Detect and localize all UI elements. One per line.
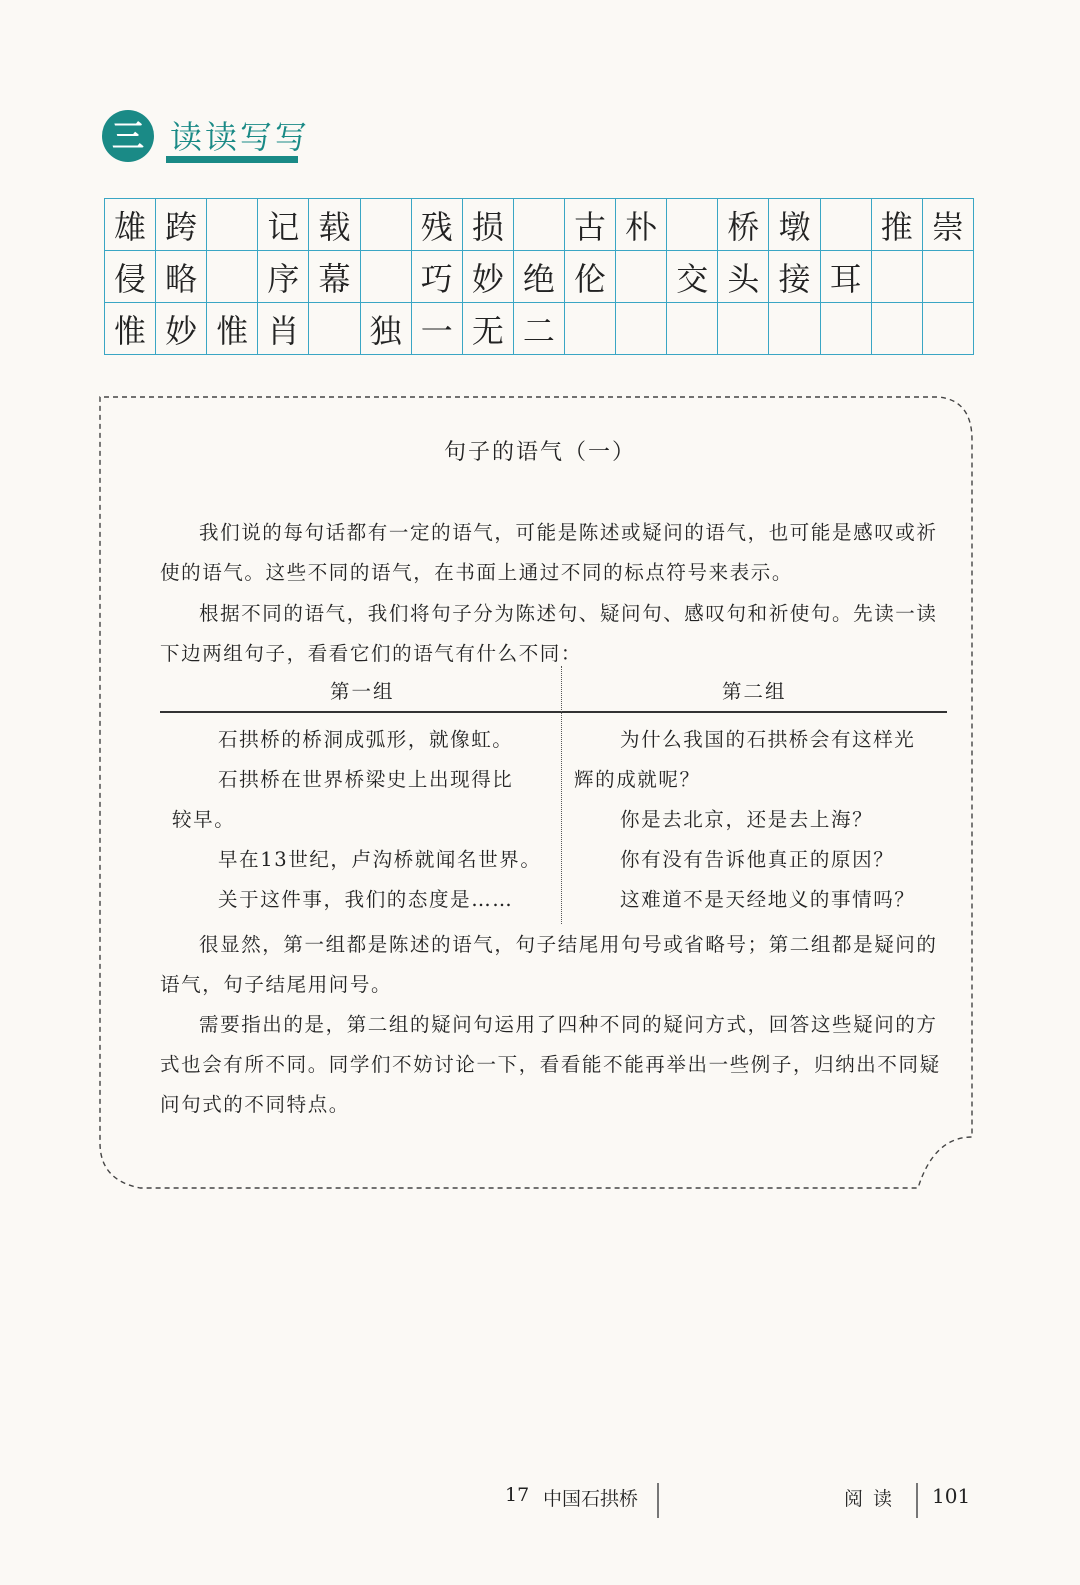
footer-separator [657,1483,659,1518]
footer-separator [916,1483,918,1518]
group1-label: 第一组 [330,680,395,703]
grid-cell: 耳 [820,251,871,303]
grid-cell: 幕 [309,251,360,303]
grid-cell: 略 [156,251,207,303]
section-number-badge: 三 [102,110,154,162]
sentence: 这难道不是天经地义的事情吗？ [620,888,916,911]
grid-cell: 记 [258,199,309,251]
box-paragraph-1: 我们说的每句话都有一定的语气，可能是陈述或疑问的语气，也可能是感叹或祈使的语气。这些不同的语气，在书面上通过不同的标点符号来表示。 [160,521,938,584]
grid-cell: 墩 [769,199,820,251]
box-title: 句子的语气（一） [443,440,636,465]
grid-cell: 桥 [718,199,769,251]
grid-cell: 伦 [564,251,615,303]
grid-cell: 绝 [513,251,564,303]
sentence: 你是去北京，还是去上海？ [620,808,874,831]
box-paragraph-4: 需要指出的是，第二组的疑问句运用了四种不同的疑问方式，回答这些疑问的方式也会有所不同。同学们不妨讨论一下，看看能不能再举出一些例子，归纳出不同疑问句式的不同特点。 [160,1013,941,1116]
sentence: 早在13世纪，卢沟桥就闻名世界。 [218,848,542,871]
sentence: 较早。 [172,808,236,831]
column-divider [561,666,562,924]
grid-cell: 巧 [411,251,462,303]
sentence: 辉的成就呢？ [574,768,701,791]
grid-cell: 妙 [156,303,207,355]
grid-cell: 序 [258,251,309,303]
sentence: 石拱桥在世界桥梁史上出现得比 [218,768,514,791]
grid-cell: 古 [564,199,615,251]
grid-cell: 侵 [105,251,156,303]
grid-cell: 推 [871,199,922,251]
lesson-title: 中国石拱桥 [543,1488,639,1510]
grid-cell: 损 [462,199,513,251]
table-rule [160,711,947,713]
grid-cell: 头 [718,251,769,303]
footer-section: 阅读 [844,1488,903,1510]
grid-cell: 朴 [616,199,667,251]
grid-cell: 交 [667,251,718,303]
grid-cell: 接 [769,251,820,303]
grid-cell: 跨 [156,199,207,251]
grid-cell: 一 [411,303,462,355]
grid-cell: 惟 [105,303,156,355]
group1-sentences [172,720,554,920]
grid-cell: 载 [309,199,360,251]
section-title: 读读写写 [170,118,311,156]
box-paragraph-2: 根据不同的语气，我们将句子分为陈述句、疑问句、感叹句和祈使句。先读一读下边两组句子，看看它们的语气有什么不同： [160,602,938,665]
grid-cell: 雄 [105,199,156,251]
grid-cell: 无 [462,303,513,355]
grid-cell: 妙 [462,251,513,303]
box-paragraph-3: 很显然，第一组都是陈述的语气，句子结尾用句号或省略号；第二组都是疑问的语气，句子结尾用问号。 [160,933,938,996]
group2-sentences [574,720,944,920]
grid-cell: 残 [411,199,462,251]
page-number: 101 [932,1484,971,1508]
grid-cell: 二 [513,303,564,355]
grid-cell: 惟 [207,303,258,355]
grid-cell: 独 [360,303,411,355]
sentence: 为什么我国的石拱桥会有这样光 [620,728,916,751]
grid-cell: 崇 [922,199,973,251]
group2-label: 第二组 [722,680,787,703]
sentence: 石拱桥的桥洞成弧形，就像虹。 [218,728,514,751]
sentence: 关于这件事，我们的态度是…… [218,888,514,911]
sentence: 你有没有告诉他真正的原因？ [620,848,895,871]
grid-cell: 肖 [258,303,309,355]
lesson-number: 17 [505,1484,530,1506]
